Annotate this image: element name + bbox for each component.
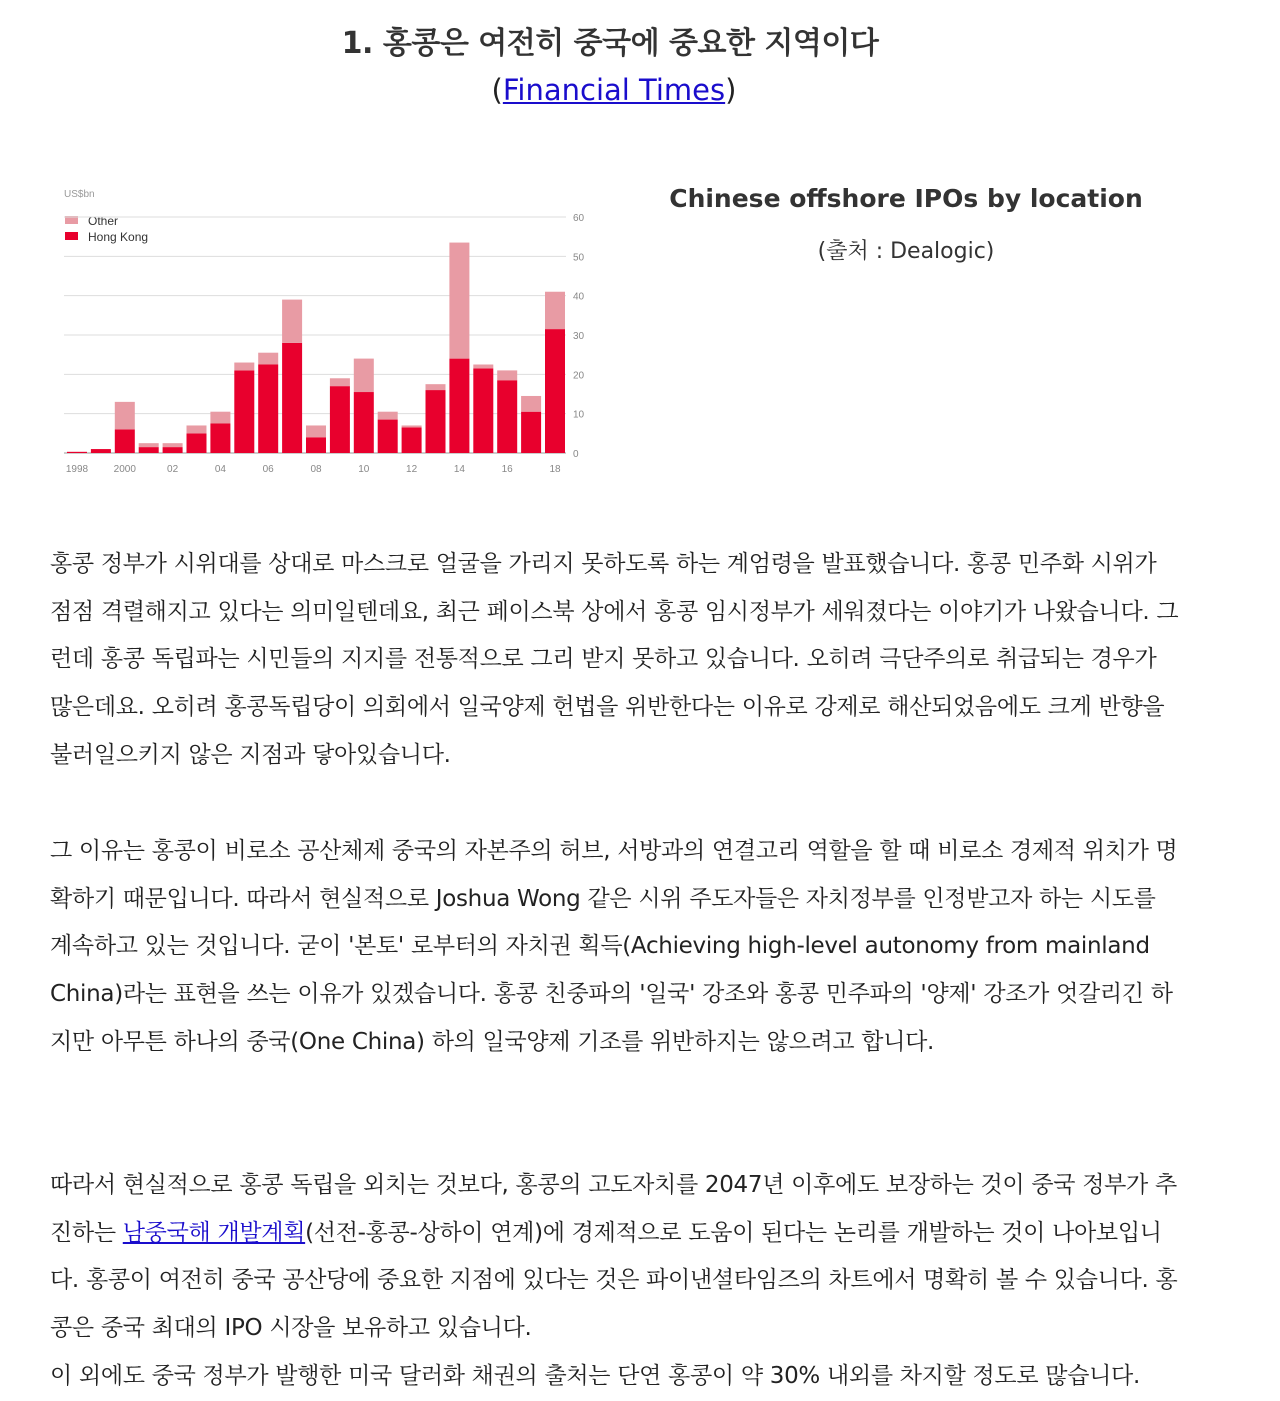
- bar-other-2004: [210, 412, 230, 424]
- x-tick-label: 16: [501, 464, 513, 475]
- bar-other-2006: [258, 353, 278, 365]
- bar-hong-kong-2005: [234, 370, 254, 453]
- bar-other-2001: [139, 443, 159, 447]
- bar-hong-kong-2014: [449, 359, 469, 453]
- paragraph-3-text-after: (선전-홍콩-상하이 연계)에 경제적으로 도움이 된다는 논리를 개발하는 것이 나아보입니다. 홍콩이 여전히 중국 공산당에 중요한 지점에 있다는 것은 파이낸셜타임즈의 차트에서 명확히 볼 수 있습니다. 홍콩은 중국 최대의 IPO 시장을 보유하고 있습니다.: [50, 1219, 1178, 1342]
- chart-caption-source: (출처 : Dealogic): [817, 239, 995, 264]
- bar-other-2017: [521, 396, 541, 412]
- bar-hong-kong-2017: [521, 412, 541, 453]
- bar-other-2007: [282, 300, 302, 343]
- y-tick-label: 30: [573, 331, 585, 342]
- bar-other-2011: [378, 412, 398, 420]
- bar-other-2010: [354, 359, 374, 392]
- body-paragraph-3: [50, 1162, 1180, 1353]
- x-tick-label: 06: [262, 464, 274, 475]
- bar-hong-kong-2006: [258, 365, 278, 454]
- legend-label-other: Other: [88, 214, 119, 228]
- bar-hong-kong-2012: [402, 427, 422, 453]
- bar-other-2015: [473, 365, 493, 369]
- x-tick-label: 08: [310, 464, 322, 475]
- bar-hong-kong-2004: [210, 424, 230, 454]
- bar-other-2002: [163, 443, 183, 447]
- financial-times-link[interactable]: Financial Times: [502, 73, 726, 107]
- bar-hong-kong-2015: [473, 368, 493, 453]
- bar-other-2000: [115, 402, 135, 430]
- x-tick-label: 04: [214, 464, 226, 475]
- bar-other-2018: [545, 292, 565, 329]
- bar-hong-kong-2013: [426, 390, 446, 453]
- bar-hong-kong-2003: [187, 433, 207, 453]
- y-tick-label: 50: [573, 252, 585, 264]
- bar-hong-kong-2001: [139, 447, 159, 453]
- bar-hong-kong-2009: [330, 386, 350, 453]
- south-china-sea-plan-link[interactable]: 남중국해 개발계획: [122, 1219, 306, 1246]
- x-tick-label: 02: [167, 464, 179, 475]
- bar-other-2013: [426, 384, 446, 390]
- x-tick-label: 1998: [65, 464, 89, 475]
- ipo-bar-chart: [56, 180, 592, 480]
- source-paren-close: ): [725, 73, 737, 107]
- legend-label-hong-kong: Hong Kong: [88, 230, 149, 244]
- bar-hong-kong-1999: [91, 449, 111, 453]
- bar-other-2012: [402, 425, 422, 427]
- bar-hong-kong-2016: [497, 380, 517, 453]
- bar-hong-kong-2018: [545, 329, 565, 453]
- bar-other-2016: [497, 370, 517, 380]
- x-tick-label: 12: [406, 464, 418, 475]
- bar-hong-kong-2007: [282, 343, 302, 453]
- bar-other-2009: [330, 378, 350, 386]
- source-paren-open: (: [491, 73, 503, 107]
- y-tick-label: 10: [573, 409, 585, 421]
- bar-hong-kong-2011: [378, 420, 398, 453]
- x-tick-label: 18: [549, 464, 561, 475]
- chart-caption-title: Chinese offshore IPOs by location: [669, 184, 1143, 213]
- legend-swatch-hong-kong: [65, 232, 78, 240]
- article-heading: 1. 홍콩은 여전히 중국에 중요한 지역이다: [341, 26, 879, 61]
- y-axis-unit-label: US$bn: [64, 189, 95, 200]
- y-tick-label: 60: [573, 213, 585, 224]
- source-line: [0, 73, 1228, 107]
- x-tick-label: 2000: [113, 464, 136, 475]
- y-tick-label: 40: [573, 291, 585, 303]
- paragraph-3-text-before: 따라서 현실적으로 홍콩 독립을 외치는 것보다, 홍콩의 고도자치를 2047년 이후에도 보장하는 것이 중국 정부가 추진하는: [50, 1172, 1177, 1246]
- x-tick-label: 10: [358, 464, 370, 475]
- bar-hong-kong-1998: [67, 452, 87, 453]
- body-paragraph-2: 그 이유는 홍콩이 비로소 공산체제 중국의 자본주의 허브, 서방과의 연결고리 역할을 할 때 비로소 경제적 위치가 명확하기 때문입니다. 따라서 현실적으로 Joshua Wong 같은 시위 주도자들은 자치정부를 인정받고자 하는 시도를 계속하고 있는 것입니다. 굳이 '본토' 로부터의 자치권 획득(Achieving high-level autonomy from mainland China)라는 표현을 쓰는 이유가 있겠습니다. 홍콩 친중파의 '일국' 강조와 홍콩 민주파의 '양제' 강조가 엇갈리긴 하지만 아무튼 하나의 중국(One China) 하의 일국양제 기조를 위반하지는 않으려고 합니다.: [50, 838, 1178, 1055]
- y-tick-label: 0: [573, 449, 579, 460]
- body-paragraph-4: 이 외에도 중국 정부가 발행한 미국 달러화 채권의 출처는 단연 홍콩이 약 30% 내외를 차지할 정도로 많습니다.: [50, 1363, 1140, 1389]
- bar-hong-kong-2000: [115, 429, 135, 453]
- bar-other-2008: [306, 425, 326, 437]
- bar-other-2003: [187, 425, 207, 433]
- y-tick-label: 20: [573, 370, 585, 382]
- bar-hong-kong-2008: [306, 437, 326, 453]
- bar-other-2014: [449, 243, 469, 359]
- bar-other-2005: [234, 363, 254, 371]
- x-tick-label: 14: [453, 464, 465, 475]
- bar-hong-kong-2010: [354, 392, 374, 453]
- bar-hong-kong-2002: [163, 447, 183, 453]
- body-paragraph-1: 홍콩 정부가 시위대를 상대로 마스크로 얼굴을 가리지 못하도록 하는 계엄령을 발표했습니다. 홍콩 민주화 시위가 점점 격렬해지고 있다는 의미일텐데요, 최근 페이스북 상에서 홍콩 임시정부가 세워졌다는 이야기가 나왔습니다. 그런데 홍콩 독립파는 시민들의 지지를 전통적으로 그리 받지 못하고 있습니다. 오히려 극단주의로 취급되는 경우가 많은데요. 오히려 홍콩독립당이 의회에서 일국양제 헌법을 위반한다는 이유로 강제로 해산되었음에도 크게 반향을 불러일으키지 않은 지점과 닿아있습니다.: [50, 551, 1179, 768]
